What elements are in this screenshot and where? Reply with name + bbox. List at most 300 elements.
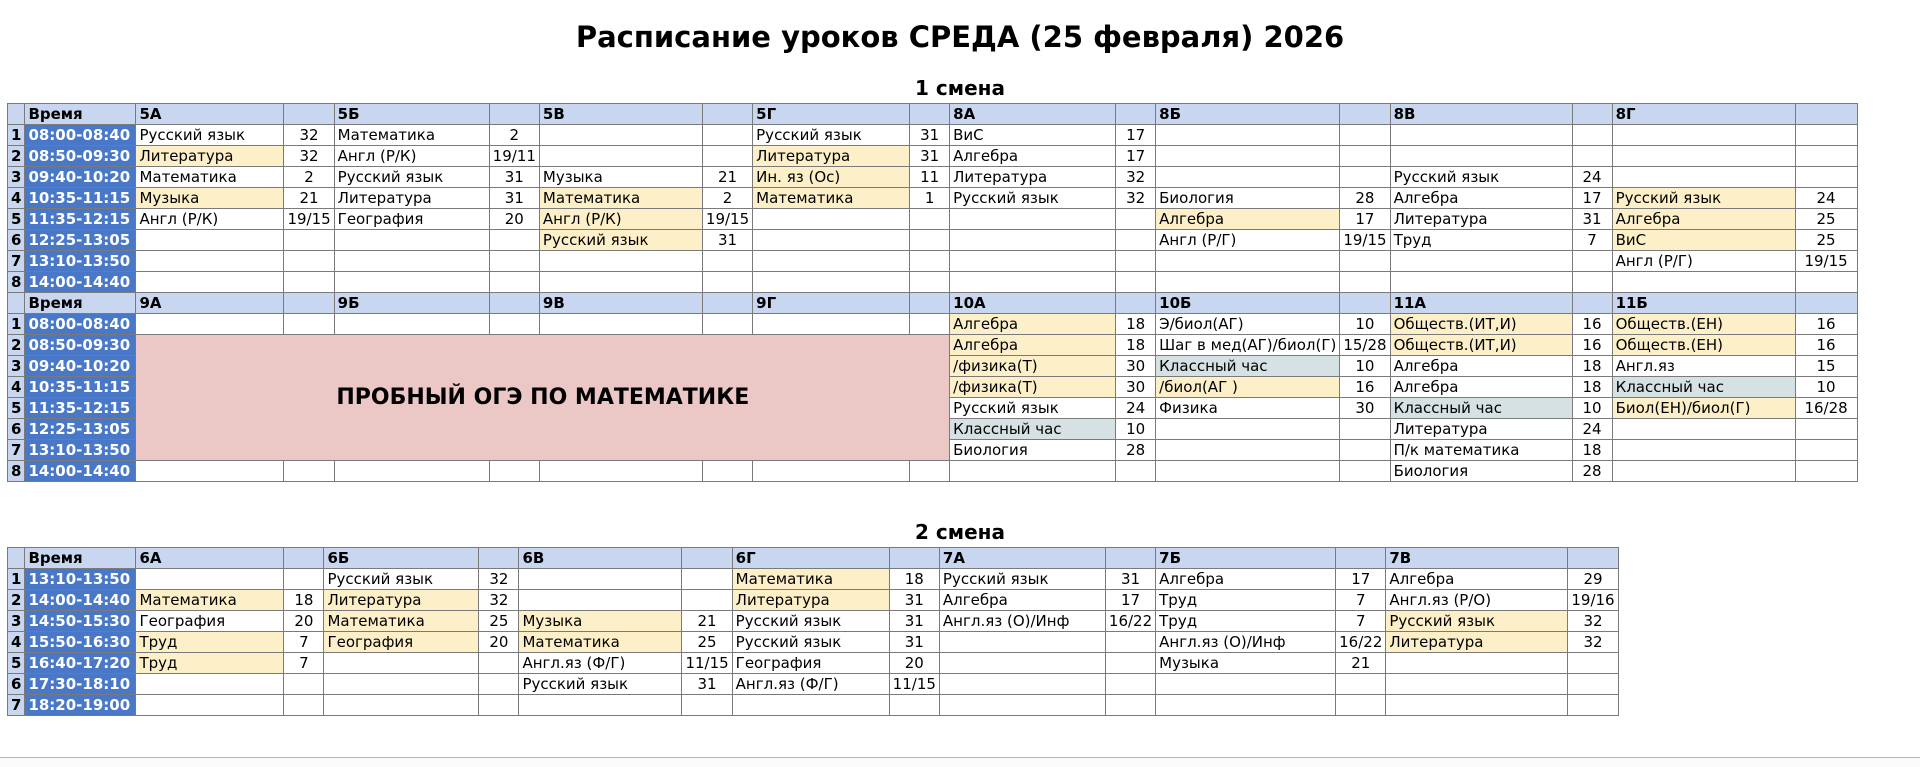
lesson-subject: Русский язык — [136, 125, 284, 146]
lesson-number: 1 — [8, 569, 25, 590]
lesson-room — [889, 695, 939, 716]
lesson-subject: Труд — [1390, 230, 1572, 251]
shift-1-heading: 1 смена — [915, 76, 1005, 100]
lesson-subject — [334, 314, 489, 335]
lesson-subject — [1386, 653, 1568, 674]
lesson-room: 16 — [1572, 314, 1612, 335]
lesson-subject: /биол(АГ ) — [1156, 377, 1340, 398]
lesson-subject: /физика(Т) — [950, 377, 1116, 398]
lesson-subject: Биология — [1390, 461, 1572, 482]
lesson-room: 31 — [889, 611, 939, 632]
room-header — [889, 548, 939, 569]
lesson-time: 14:00-14:40 — [25, 590, 136, 611]
room-header — [910, 104, 950, 125]
lesson-room — [489, 461, 539, 482]
lesson-room: 32 — [1568, 632, 1618, 653]
lesson-subject — [334, 272, 489, 293]
lesson-room: 31 — [1572, 209, 1612, 230]
lesson-room — [284, 695, 324, 716]
lesson-subject — [1390, 251, 1572, 272]
lesson-room: 16/28 — [1795, 398, 1857, 419]
lesson-room: 16 — [1340, 377, 1390, 398]
lesson-room — [1116, 209, 1156, 230]
lesson-subject — [136, 695, 284, 716]
lesson-room — [910, 272, 950, 293]
lesson-subject — [519, 569, 682, 590]
lesson-number: 1 — [8, 314, 25, 335]
lesson-subject: Классный час — [1612, 377, 1795, 398]
lesson-room — [910, 314, 950, 335]
lesson-room: 30 — [1340, 398, 1390, 419]
lesson-subject — [939, 632, 1105, 653]
lesson-room — [1340, 440, 1390, 461]
lesson-room — [1572, 146, 1612, 167]
lesson-subject: Математика — [519, 632, 682, 653]
lesson-subject: Музыка — [1156, 653, 1336, 674]
page-title: Расписание уроков СРЕДА (25 февраля) 2026 — [575, 20, 1345, 54]
lesson-number: 5 — [8, 653, 25, 674]
lesson-subject: Русский язык — [732, 611, 889, 632]
lesson-room: 20 — [489, 209, 539, 230]
lesson-room — [1105, 632, 1155, 653]
lesson-room — [682, 569, 732, 590]
lesson-subject — [1386, 674, 1568, 695]
lesson-subject — [939, 695, 1105, 716]
room-header — [1336, 548, 1386, 569]
lesson-room: 19/11 — [489, 146, 539, 167]
lesson-room: 16 — [1795, 314, 1857, 335]
lesson-subject: Алгебра — [1156, 569, 1336, 590]
lesson-row — [8, 611, 1619, 632]
lesson-subject: Музыка — [539, 167, 702, 188]
class-header: 9В — [539, 293, 702, 314]
lesson-subject: Англ.яз (Р/О) — [1386, 590, 1568, 611]
lesson-row — [8, 653, 1619, 674]
lesson-room: 2 — [702, 188, 752, 209]
class-header: 5Б — [334, 104, 489, 125]
lesson-subject: Обществ.(ИТ,И) — [1390, 314, 1572, 335]
lesson-subject: Литература — [334, 188, 489, 209]
lesson-subject — [1156, 251, 1340, 272]
lesson-room: 29 — [1568, 569, 1618, 590]
lesson-subject: Англ.яз — [1612, 356, 1795, 377]
lesson-room — [479, 695, 519, 716]
lesson-number: 7 — [8, 251, 25, 272]
lesson-subject: Русский язык — [1386, 611, 1568, 632]
lesson-room: 25 — [479, 611, 519, 632]
lesson-room — [479, 674, 519, 695]
time-header: Время — [25, 548, 136, 569]
lesson-room: 31 — [910, 146, 950, 167]
lesson-room — [1116, 230, 1156, 251]
lesson-time: 14:00-14:40 — [25, 461, 136, 482]
lesson-subject: Ин. яз (Ос) — [753, 167, 910, 188]
lesson-subject: География — [324, 632, 479, 653]
lesson-subject: /физика(Т) — [950, 356, 1116, 377]
lesson-room: 21 — [682, 611, 732, 632]
lesson-room: 17 — [1105, 590, 1155, 611]
class-header: 8Б — [1156, 104, 1340, 125]
lesson-time: 10:35-11:15 — [25, 377, 136, 398]
lesson-room: 31 — [889, 590, 939, 611]
class-header: 7В — [1386, 548, 1568, 569]
lesson-row — [8, 230, 1858, 251]
room-header — [1795, 104, 1857, 125]
lesson-subject — [539, 146, 702, 167]
lesson-room: 20 — [889, 653, 939, 674]
lesson-subject — [753, 461, 910, 482]
lesson-time: 10:35-11:15 — [25, 188, 136, 209]
lesson-room — [284, 272, 334, 293]
lesson-room — [1105, 653, 1155, 674]
lesson-subject — [1612, 146, 1795, 167]
room-header — [1105, 548, 1155, 569]
lesson-subject: Литература — [1386, 632, 1568, 653]
lesson-subject: Математика — [334, 125, 489, 146]
lesson-time: 08:00-08:40 — [25, 314, 136, 335]
room-header — [1340, 293, 1390, 314]
room-header — [1116, 293, 1156, 314]
lesson-subject — [1156, 440, 1340, 461]
lesson-subject — [334, 230, 489, 251]
room-header — [479, 548, 519, 569]
lesson-subject — [1612, 461, 1795, 482]
lesson-room: 31 — [889, 632, 939, 653]
class-header: 8А — [950, 104, 1116, 125]
lesson-time: 12:25-13:05 — [25, 230, 136, 251]
lesson-time: 15:50-16:30 — [25, 632, 136, 653]
lesson-room: 11 — [910, 167, 950, 188]
lesson-room: 10 — [1795, 377, 1857, 398]
lesson-room — [682, 590, 732, 611]
lesson-subject — [1156, 674, 1336, 695]
lesson-subject: Литература — [950, 167, 1116, 188]
lesson-subject — [1612, 272, 1795, 293]
lesson-subject: Классный час — [1156, 356, 1340, 377]
room-header — [489, 104, 539, 125]
lesson-subject — [519, 695, 682, 716]
lesson-room — [1340, 146, 1390, 167]
lesson-room — [1795, 272, 1857, 293]
lesson-time: 18:20-19:00 — [25, 695, 136, 716]
class-header: 10А — [950, 293, 1116, 314]
lesson-number: 4 — [8, 632, 25, 653]
class-header: 7Б — [1156, 548, 1336, 569]
lesson-time: 17:30-18:10 — [25, 674, 136, 695]
lesson-number: 2 — [8, 146, 25, 167]
lesson-row — [8, 146, 1858, 167]
lesson-number: 4 — [8, 377, 25, 398]
lesson-room: 31 — [489, 188, 539, 209]
lesson-room — [910, 461, 950, 482]
room-header — [682, 548, 732, 569]
lesson-subject — [753, 272, 910, 293]
lesson-room — [910, 230, 950, 251]
lesson-time: 13:10-13:50 — [25, 251, 136, 272]
room-header — [284, 104, 334, 125]
lesson-room: 18 — [1116, 335, 1156, 356]
lesson-subject — [324, 674, 479, 695]
lesson-subject: География — [732, 653, 889, 674]
lesson-subject: Англ (Р/Г) — [1612, 251, 1795, 272]
lesson-room: 31 — [910, 125, 950, 146]
lesson-subject — [136, 674, 284, 695]
lesson-room: 20 — [284, 611, 324, 632]
schedule-grid-shift-1 — [7, 103, 1858, 482]
lesson-subject: Русский язык — [1612, 188, 1795, 209]
class-header: 9Г — [753, 293, 910, 314]
lesson-time: 08:00-08:40 — [25, 125, 136, 146]
lesson-room: 18 — [889, 569, 939, 590]
lesson-subject: Англ (Р/Г) — [1156, 230, 1340, 251]
lesson-subject: Физика — [1156, 398, 1340, 419]
lesson-room — [489, 251, 539, 272]
lesson-time: 11:35-12:15 — [25, 398, 136, 419]
lesson-subject: Англ.яз (О)/Инф — [939, 611, 1105, 632]
next-sheet-edge — [0, 757, 1920, 767]
lesson-number: 3 — [8, 611, 25, 632]
lesson-room: 32 — [1116, 167, 1156, 188]
class-header: 10Б — [1156, 293, 1340, 314]
lesson-subject — [1390, 272, 1572, 293]
lesson-room: 11/15 — [682, 653, 732, 674]
lesson-subject — [539, 125, 702, 146]
class-header: 6Г — [732, 548, 889, 569]
lesson-room — [1336, 695, 1386, 716]
lesson-room — [682, 695, 732, 716]
lesson-room: 17 — [1336, 569, 1386, 590]
lesson-subject: Математика — [324, 611, 479, 632]
lesson-room: 2 — [284, 167, 334, 188]
lesson-room: 25 — [682, 632, 732, 653]
lesson-time: 09:40-10:20 — [25, 356, 136, 377]
lesson-room: 19/15 — [1795, 251, 1857, 272]
room-header — [284, 293, 334, 314]
lesson-room — [284, 251, 334, 272]
lesson-row — [8, 167, 1858, 188]
lesson-subject: Шаг в мед(АГ)/биол(Г) — [1156, 335, 1340, 356]
lesson-subject — [1386, 695, 1568, 716]
class-header: 9Б — [334, 293, 489, 314]
lesson-room: 10 — [1572, 398, 1612, 419]
lesson-subject — [136, 461, 284, 482]
lesson-subject: Математика — [753, 188, 910, 209]
lesson-room — [1795, 440, 1857, 461]
room-header — [1340, 104, 1390, 125]
lesson-subject — [732, 695, 889, 716]
lesson-subject — [1612, 440, 1795, 461]
lesson-number: 6 — [8, 230, 25, 251]
lesson-room: 18 — [1116, 314, 1156, 335]
lesson-room — [1340, 419, 1390, 440]
lesson-room: 31 — [702, 230, 752, 251]
lesson-subject — [539, 461, 702, 482]
lesson-number: 7 — [8, 695, 25, 716]
lesson-room: 32 — [1568, 611, 1618, 632]
lesson-subject: Алгебра — [950, 146, 1116, 167]
room-header — [489, 293, 539, 314]
lesson-subject: Обществ.(ЕН) — [1612, 335, 1795, 356]
lesson-subject — [950, 209, 1116, 230]
lesson-subject: Биология — [950, 440, 1116, 461]
class-header: 11А — [1390, 293, 1572, 314]
lesson-room — [702, 125, 752, 146]
lesson-subject — [324, 653, 479, 674]
lesson-number: 3 — [8, 356, 25, 377]
lesson-room: 32 — [284, 125, 334, 146]
lesson-room: 24 — [1572, 167, 1612, 188]
lesson-subject — [1156, 461, 1340, 482]
lesson-room: 18 — [1572, 356, 1612, 377]
class-header: 5Г — [753, 104, 910, 125]
lesson-time: 09:40-10:20 — [25, 167, 136, 188]
class-header: 11Б — [1612, 293, 1795, 314]
lesson-subject: П/к математика — [1390, 440, 1572, 461]
lesson-subject — [1156, 146, 1340, 167]
lesson-subject — [753, 251, 910, 272]
lesson-number: 8 — [8, 461, 25, 482]
class-header: 6В — [519, 548, 682, 569]
lesson-room — [284, 569, 324, 590]
lesson-subject: Англ (Р/К) — [334, 146, 489, 167]
lesson-subject — [1156, 167, 1340, 188]
lesson-subject: Алгебра — [1156, 209, 1340, 230]
lesson-subject — [519, 590, 682, 611]
lesson-row — [8, 314, 1858, 335]
class-header: 5А — [136, 104, 284, 125]
lesson-number: 2 — [8, 335, 25, 356]
lesson-subject: Русский язык — [950, 188, 1116, 209]
lesson-room: 24 — [1116, 398, 1156, 419]
lesson-room: 17 — [1340, 209, 1390, 230]
lesson-room — [1336, 674, 1386, 695]
time-header: Время — [25, 104, 136, 125]
lesson-row — [8, 674, 1619, 695]
lesson-room: 24 — [1572, 419, 1612, 440]
lesson-subject — [1156, 272, 1340, 293]
lesson-subject — [324, 695, 479, 716]
lesson-room — [284, 461, 334, 482]
room-header — [702, 104, 752, 125]
lesson-number: 5 — [8, 209, 25, 230]
lesson-room — [702, 251, 752, 272]
lesson-subject — [136, 230, 284, 251]
class-header: 7А — [939, 548, 1105, 569]
class-header-row — [8, 293, 1858, 314]
lesson-subject — [1156, 695, 1336, 716]
lesson-number: 1 — [8, 125, 25, 146]
lesson-room: 28 — [1116, 440, 1156, 461]
lesson-room — [1568, 653, 1618, 674]
lesson-room: 25 — [1795, 209, 1857, 230]
lesson-room: 19/15 — [284, 209, 334, 230]
lesson-subject: Э/биол(АГ) — [1156, 314, 1340, 335]
lesson-row — [8, 188, 1858, 209]
lesson-subject — [950, 230, 1116, 251]
lesson-room: 11/15 — [889, 674, 939, 695]
lesson-subject: Англ (Р/К) — [136, 209, 284, 230]
lesson-subject: Музыка — [136, 188, 284, 209]
lesson-subject — [136, 314, 284, 335]
lesson-room: 7 — [1336, 590, 1386, 611]
lesson-subject — [1156, 419, 1340, 440]
lesson-subject: Литература — [1390, 419, 1572, 440]
lesson-time: 13:10-13:50 — [25, 440, 136, 461]
lesson-room: 7 — [284, 653, 324, 674]
lesson-subject — [1156, 125, 1340, 146]
class-header-row — [8, 548, 1619, 569]
lesson-room: 18 — [1572, 377, 1612, 398]
lesson-subject: ВиС — [1612, 230, 1795, 251]
lesson-room: 15/28 — [1340, 335, 1390, 356]
lesson-subject: Биология — [1156, 188, 1340, 209]
lesson-time: 13:10-13:50 — [25, 569, 136, 590]
lesson-room: 21 — [284, 188, 334, 209]
lesson-subject — [950, 272, 1116, 293]
schedule-grid-shift-2 — [7, 547, 1619, 716]
lesson-room: 30 — [1116, 377, 1156, 398]
room-header — [1116, 104, 1156, 125]
lesson-room — [910, 209, 950, 230]
lesson-number: 6 — [8, 674, 25, 695]
lesson-subject: Литература — [753, 146, 910, 167]
lesson-room — [1572, 251, 1612, 272]
lesson-subject: Русский язык — [1390, 167, 1572, 188]
lesson-room: 17 — [1116, 146, 1156, 167]
lesson-row — [8, 209, 1858, 230]
lesson-room — [489, 230, 539, 251]
lesson-number: 7 — [8, 440, 25, 461]
lesson-subject: Англ.яз (Ф/Г) — [732, 674, 889, 695]
lesson-room: 32 — [479, 569, 519, 590]
lesson-room — [702, 272, 752, 293]
lesson-room: 20 — [479, 632, 519, 653]
lesson-room: 32 — [479, 590, 519, 611]
lesson-subject: География — [136, 611, 284, 632]
lesson-room: 21 — [1336, 653, 1386, 674]
lesson-room: 16 — [1795, 335, 1857, 356]
lesson-subject: Русский язык — [539, 230, 702, 251]
lesson-row — [8, 461, 1858, 482]
row-number-header — [8, 548, 25, 569]
room-header — [1572, 293, 1612, 314]
room-header — [1795, 293, 1857, 314]
lesson-room: 15 — [1795, 356, 1857, 377]
lesson-room: 7 — [284, 632, 324, 653]
lesson-subject — [1612, 419, 1795, 440]
lesson-subject — [136, 272, 284, 293]
lesson-room: 10 — [1340, 314, 1390, 335]
lesson-subject: Алгебра — [1390, 377, 1572, 398]
lesson-room — [1795, 146, 1857, 167]
lesson-subject: Русский язык — [519, 674, 682, 695]
lesson-number: 6 — [8, 419, 25, 440]
lesson-subject: Труд — [1156, 611, 1336, 632]
lesson-subject: Алгебра — [1386, 569, 1568, 590]
lesson-subject — [1390, 125, 1572, 146]
lesson-time: 14:00-14:40 — [25, 272, 136, 293]
lesson-subject: Классный час — [950, 419, 1116, 440]
lesson-room: 1 — [910, 188, 950, 209]
lesson-subject: Труд — [136, 653, 284, 674]
lesson-room: 24 — [1795, 188, 1857, 209]
lesson-subject: Алгебра — [1612, 209, 1795, 230]
lesson-subject: Англ.яз (О)/Инф — [1156, 632, 1336, 653]
lesson-subject: Классный час — [1390, 398, 1572, 419]
lesson-number: 2 — [8, 590, 25, 611]
lesson-subject: Математика — [136, 590, 284, 611]
lesson-subject — [753, 314, 910, 335]
